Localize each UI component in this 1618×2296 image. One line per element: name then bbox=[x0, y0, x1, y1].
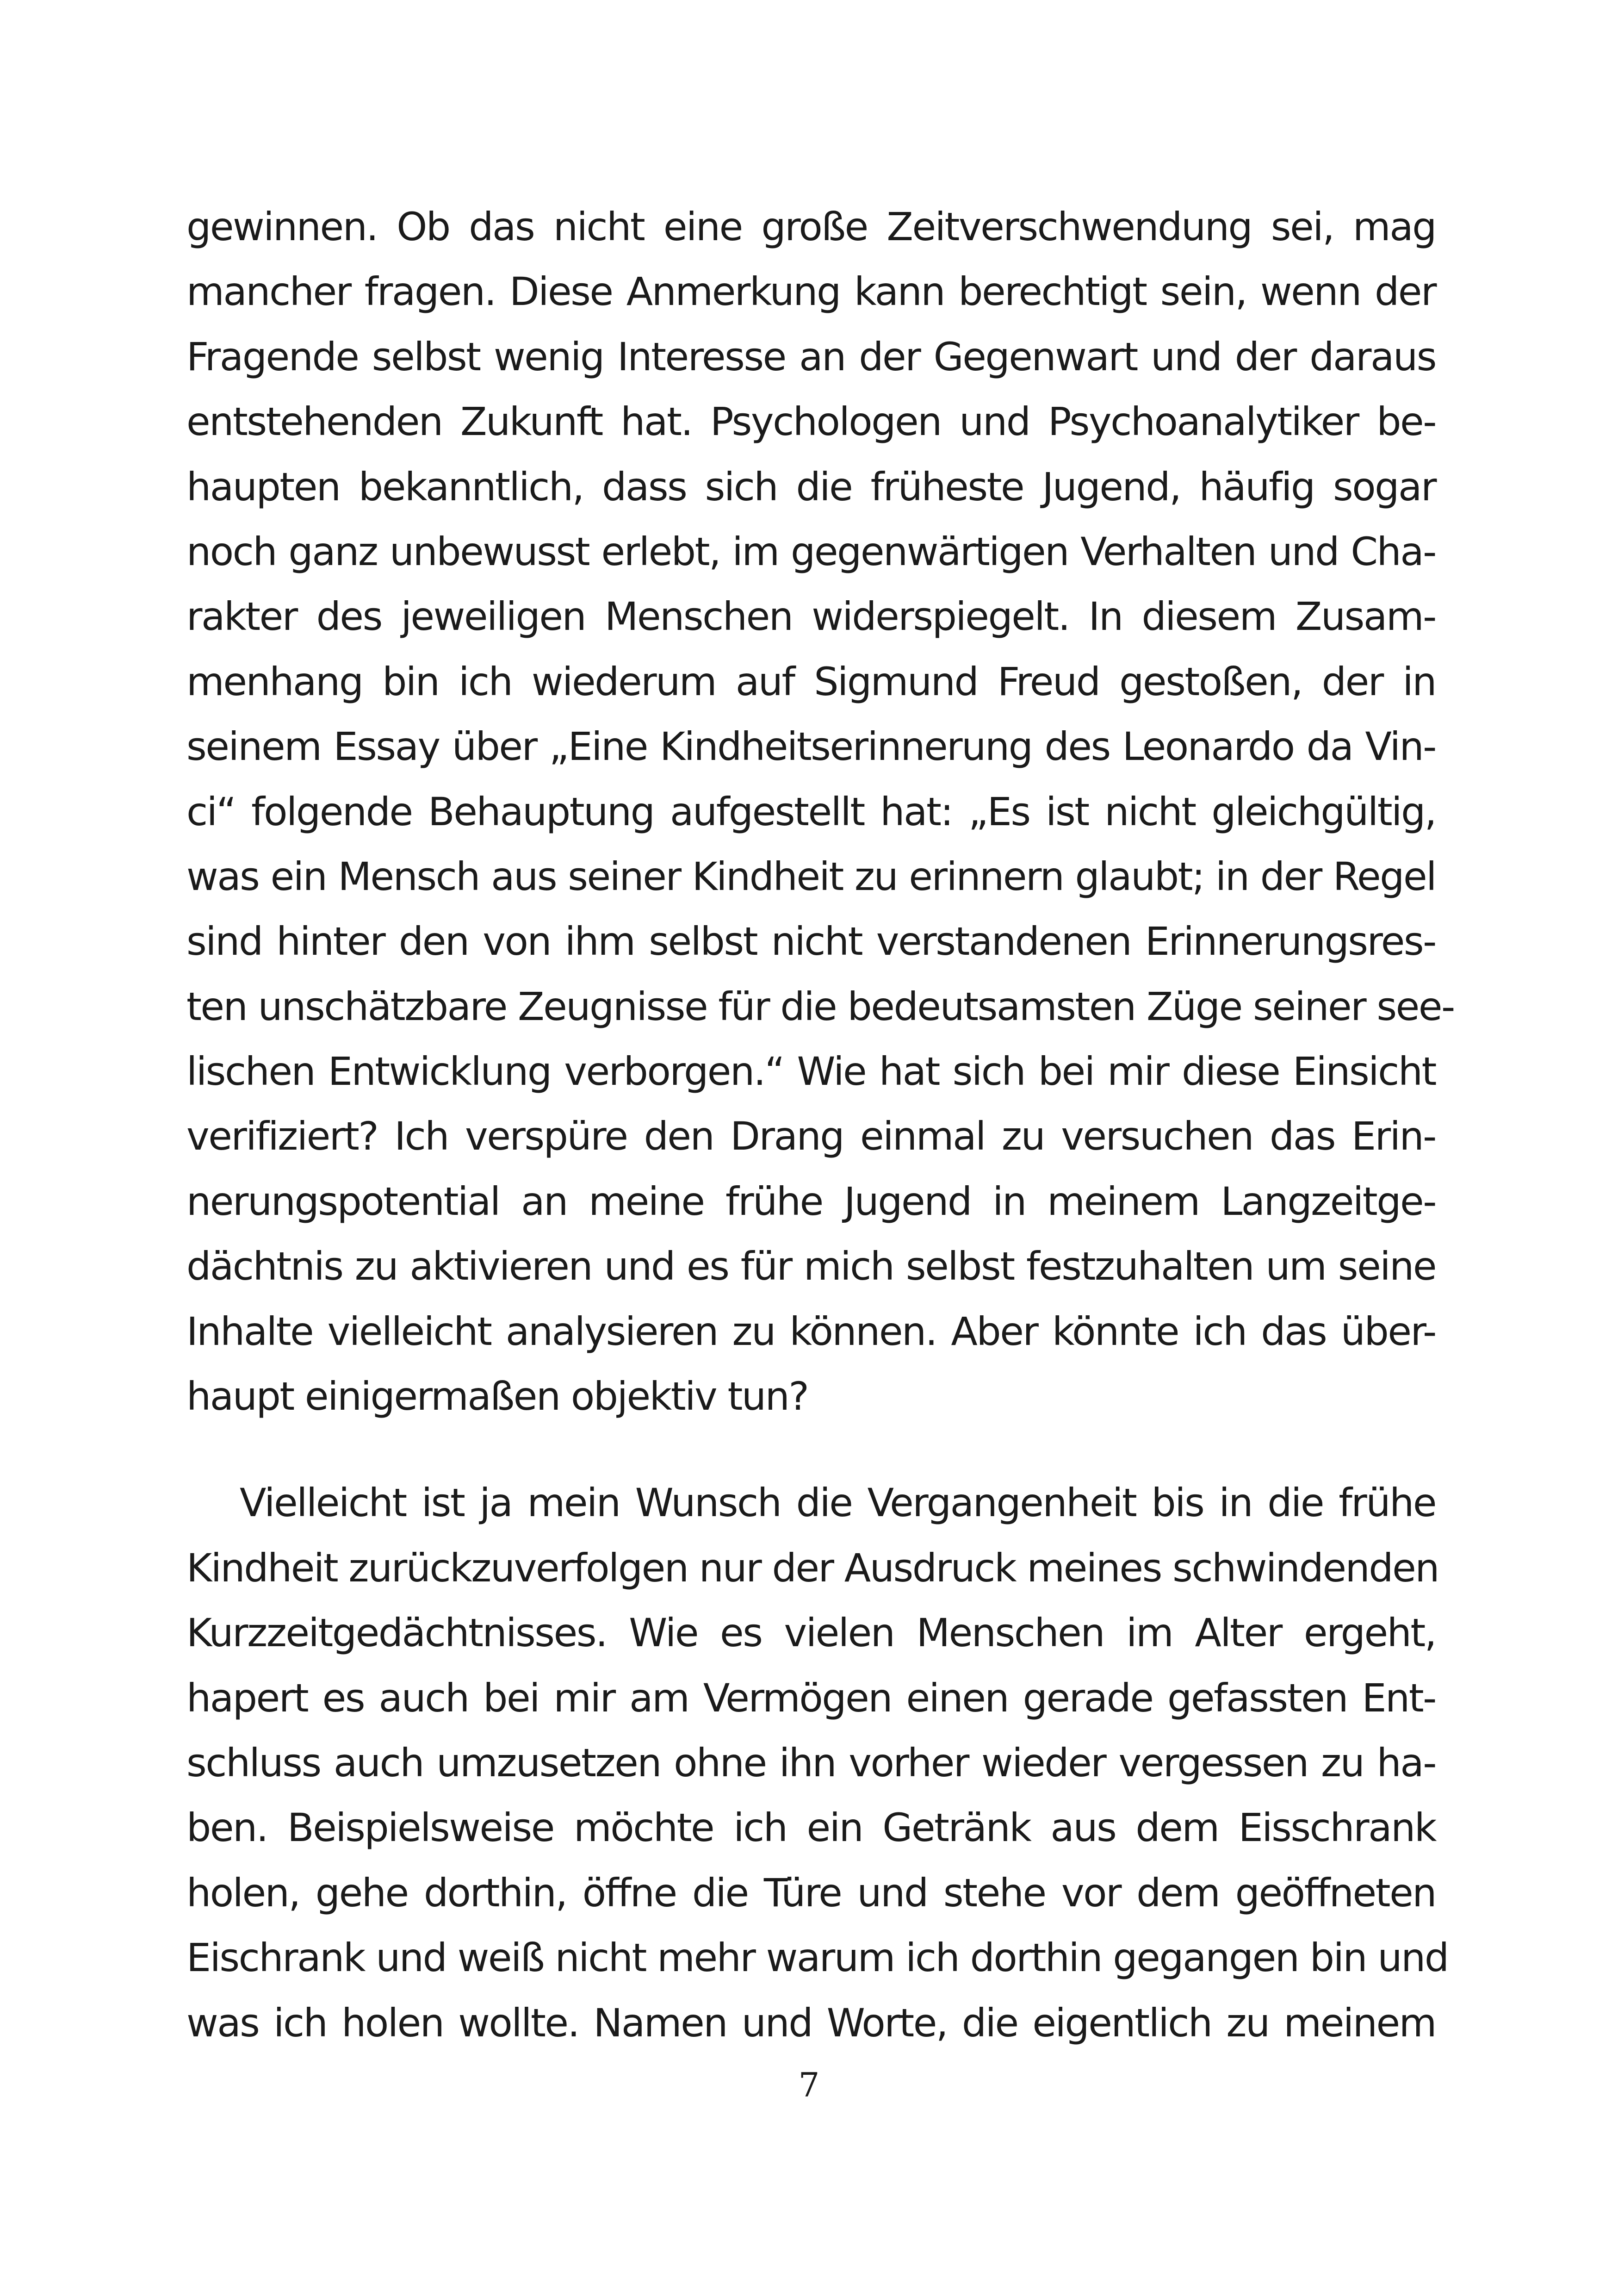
text-line: ben. Beispielsweise möchte ich ein Getränk aus dem Eisschrank bbox=[186, 1805, 1436, 1851]
text-line: noch ganz unbewusst erlebt, im gegenwärtigen Verhalten und Cha- bbox=[186, 529, 1436, 574]
body-text bbox=[186, 194, 1454, 2055]
text-line: Eischrank und weiß nicht mehr warum ich dorthin gegangen bin und bbox=[186, 1935, 1448, 1981]
text-line: was ein Mensch aus seiner Kindheit zu erinnern glaubt; in der Regel bbox=[186, 853, 1436, 899]
text-line: ten unschätzbare Zeugnisse für die bedeutsamsten Züge seiner see- bbox=[186, 983, 1454, 1029]
text-line: Fragende selbst wenig Interesse an der Gegenwart und der daraus bbox=[186, 334, 1436, 380]
text-line: Vielleicht ist ja mein Wunsch die Vergangenheit bis in die frühe bbox=[240, 1480, 1436, 1526]
text-line: Inhalte vielleicht analysieren zu können. Aber könnte ich das über- bbox=[186, 1308, 1436, 1354]
paragraph bbox=[186, 1470, 1448, 2055]
page-number: 7 bbox=[798, 2066, 820, 2104]
text-line: mancher fragen. Diese Anmerkung kann berechtigt sein, wenn der bbox=[186, 269, 1436, 315]
text-line: menhang bin ich wiederum auf Sigmund Freud gestoßen, der in bbox=[186, 659, 1436, 704]
text-line: haupt einigermaßen objektiv tun? bbox=[186, 1374, 808, 1419]
text-line: verifiziert? Ich verspüre den Drang einmal zu versuchen das Erin- bbox=[186, 1114, 1436, 1159]
text-line: gewinnen. Ob das nicht eine große Zeitverschwendung sei, mag bbox=[186, 204, 1436, 249]
text-line: nerungspotential an meine frühe Jugend in meinem Langzeitge- bbox=[186, 1178, 1436, 1224]
text-line: haupten bekanntlich, dass sich die früheste Jugend, häufig sogar bbox=[186, 464, 1436, 510]
text-line: was ich holen wollte. Namen und Worte, die eigentlich zu meinem bbox=[186, 2000, 1436, 2046]
text-line: entstehenden Zukunft hat. Psychologen und Psychoanalytiker be- bbox=[186, 399, 1436, 445]
text-line: holen, gehe dorthin, öffne die Türe und stehe vor dem geöffneten bbox=[186, 1870, 1436, 1916]
text-line: schluss auch umzusetzen ohne ihn vorher wieder vergessen zu ha- bbox=[186, 1740, 1436, 1786]
text-line: seinem Essay über „Eine Kindheitserinnerung des Leonardo da Vin- bbox=[186, 724, 1436, 770]
text-line: Kurzzeitgedächtnisses. Wie es vielen Menschen im Alter ergeht, bbox=[186, 1610, 1436, 1656]
text-line: sind hinter den von ihm selbst nicht verstandenen Erinnerungsres- bbox=[186, 919, 1436, 964]
text-line: lischen Entwicklung verborgen.“ Wie hat sich bei mir diese Einsicht bbox=[186, 1049, 1436, 1095]
paragraph-spacing bbox=[186, 1429, 1436, 1470]
paragraph bbox=[186, 194, 1454, 1429]
text-line: hapert es auch bei mir am Vermögen einen gerade gefassten Ent- bbox=[186, 1675, 1436, 1721]
text-line: ci“ folgende Behauptung aufgestellt hat: „Es ist nicht gleichgültig, bbox=[186, 789, 1436, 834]
text-line: rakter des jeweiligen Menschen widerspiegelt. In diesem Zusam- bbox=[186, 594, 1436, 640]
text-line: Kindheit zurückzuverfolgen nur der Ausdruck meines schwindenden bbox=[186, 1545, 1439, 1591]
text-line: dächtnis zu aktivieren und es für mich selbst festzuhalten um seine bbox=[186, 1244, 1436, 1289]
